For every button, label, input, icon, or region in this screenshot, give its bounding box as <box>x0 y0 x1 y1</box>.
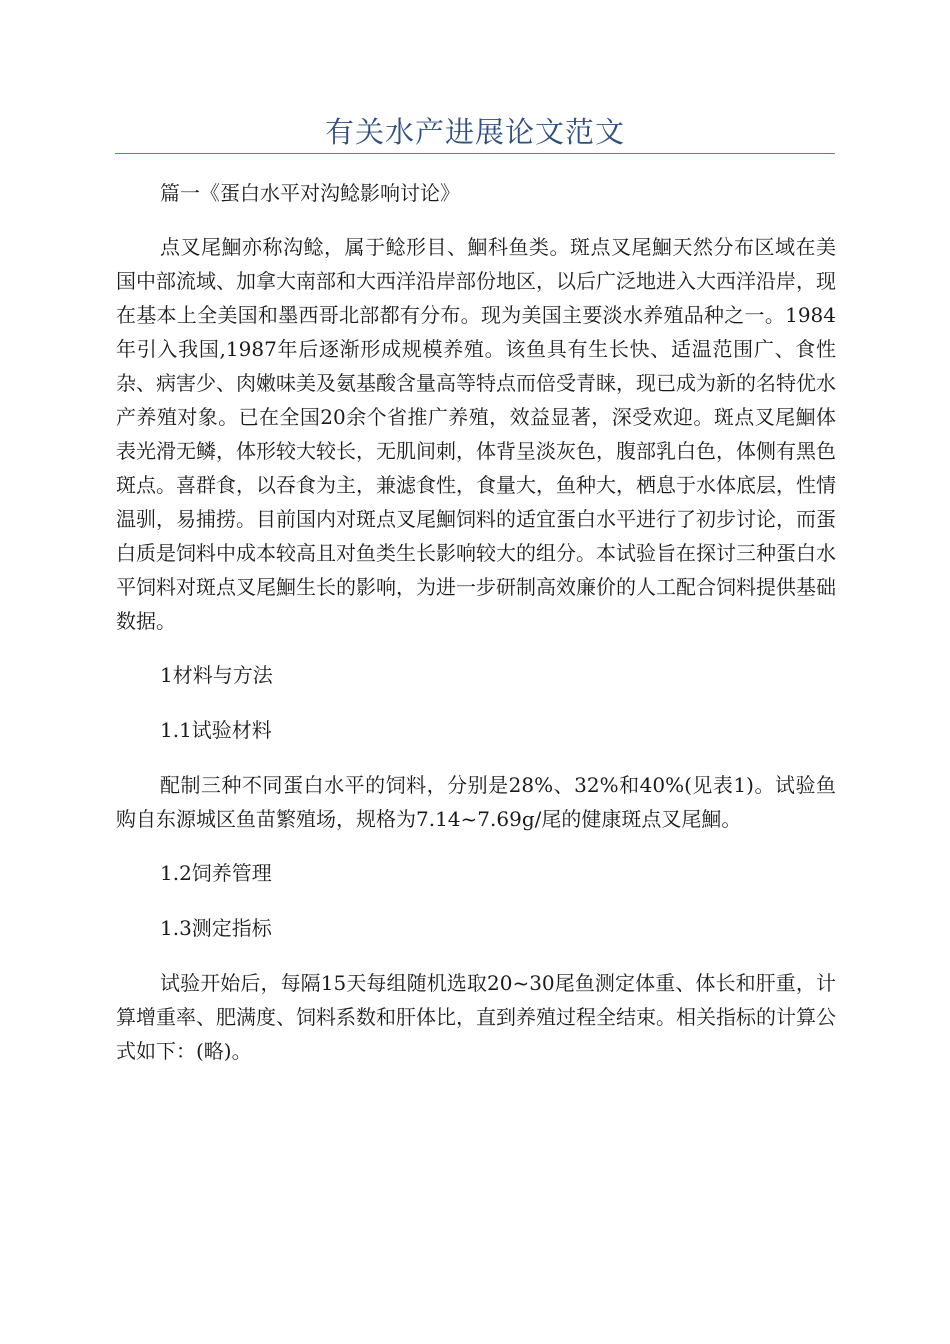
materials-paragraph: 配制三种不同蛋白水平的饲料，分别是28%、32%和40%(见表1)。试验鱼购自东源城区鱼苗繁殖场，规格为7.14~7.69g/尾的健康斑点叉尾鮰。 <box>116 773 836 831</box>
section-heading: 篇一《蛋白水平对沟鲶影响讨论》 <box>160 181 460 205</box>
heading-indicators: 1.3测定指标 <box>160 916 272 940</box>
indicators-paragraph: 试验开始后，每隔15天每组随机选取20~30尾鱼测定体重、体长和肝重，计算增重率、肥满度、饲料系数和肝体比，直到养殖过程全结束。相关指标的计算公式如下：(略)。 <box>116 971 836 1063</box>
heading-materials: 1.1试验材料 <box>160 718 272 742</box>
intro-paragraph: 点叉尾鮰亦称沟鲶，属于鲶形目、鮰科鱼类。斑点叉尾鮰天然分布区域在美国中部流域、加拿大南部和大西洋沿岸部份地区，以后广泛地进入大西洋沿岸，现在基本上全美国和墨西哥北部都有分布。现为美国主要淡水养殖品种之一。1984年引入我国,1987年后逐渐形成规模养殖。该鱼具有生长快、适温范围广、食性杂、病害少、肉嫩味美及氨基酸含量高等特点而倍受青睐，现已成为新的名特优水产养殖对象。已在全国20余个省推广养殖，效益显著，深受欢迎。斑点叉尾鮰体表光滑无鳞，体形较大较长，无肌间刺，体背呈淡灰色，腹部乳白色，体侧有黑色斑点。喜群食，以吞食为主，兼滤食性，食量大，鱼种大，栖息于水体底层，性情温驯，易捕捞。目前国内对斑点叉尾鮰饲料的适宜蛋白水平进行了初步讨论，而蛋白质是饲料中成本较高且对鱼类生长影响较大的组分。本试验旨在探讨三种蛋白水平饲料对斑点叉尾鮰生长的影响，为进一步研制高效廉价的人工配合饲料提供基础数据。 <box>116 235 836 633</box>
heading-feeding: 1.2饲养管理 <box>160 861 272 885</box>
title-underline <box>115 153 835 154</box>
document-title: 有关水产进展论文范文 <box>324 115 625 149</box>
heading-methods: 1材料与方法 <box>160 663 273 687</box>
document-body <box>116 176 836 1068</box>
